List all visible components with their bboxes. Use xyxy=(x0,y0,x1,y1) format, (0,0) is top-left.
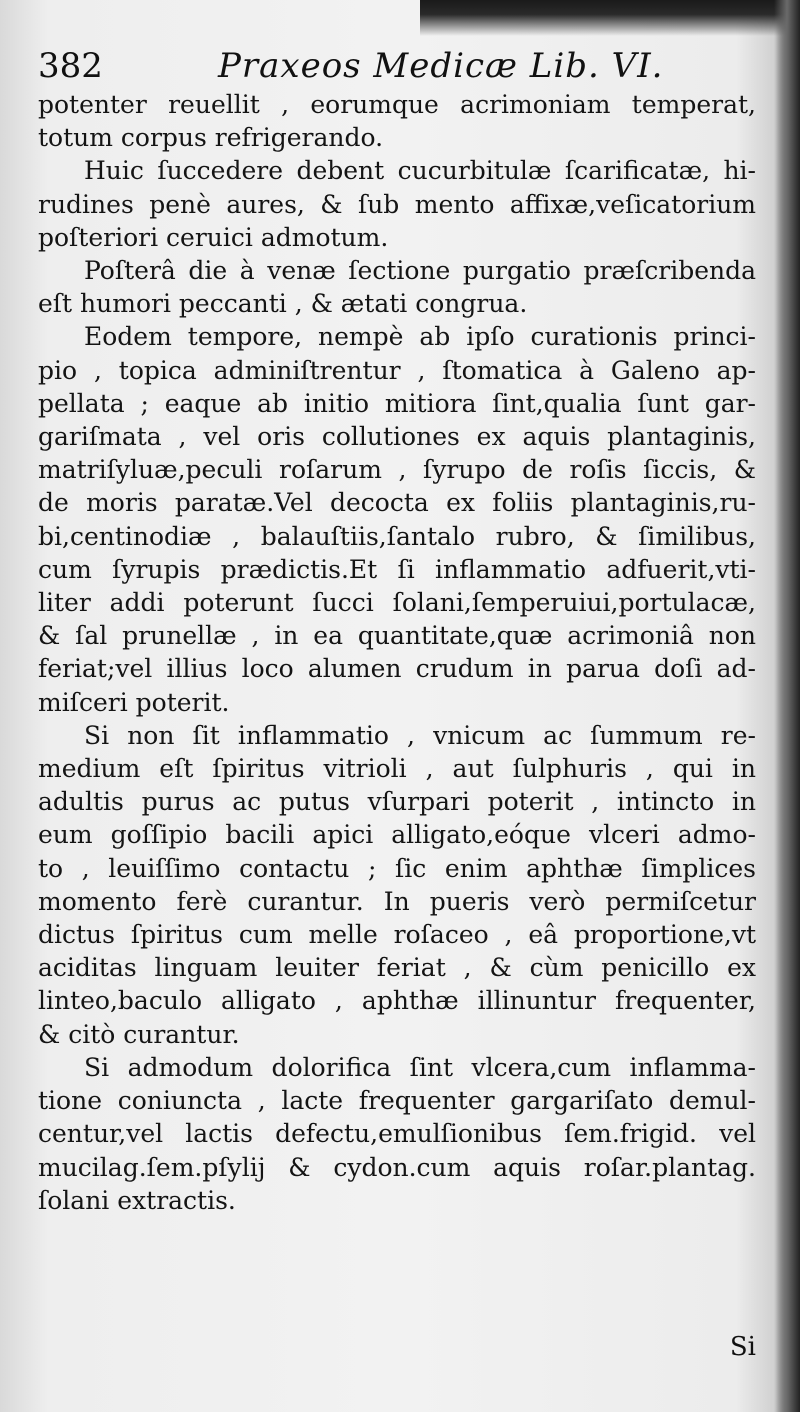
paragraph-start-line: Poſterâ die à venæ ſectione purgatio præſcribenda xyxy=(84,256,756,286)
text-line: totum corpus refrigerando. xyxy=(38,123,384,153)
text-line: de moris paratæ.Vel decocta ex foliis plantaginis,ru- xyxy=(38,488,756,518)
text-line: liter addi poterunt ſucci ſolani,ſemperuiui,portulacæ, xyxy=(38,588,756,618)
text-line: linteo,baculo alligato , aphthæ illinuntur frequenter, xyxy=(38,986,756,1016)
text-line: eum goſſipio bacili apici alligato,eóque vlceri admo- xyxy=(38,820,756,850)
text-line: to , leuiſſimo contactu ; ſic enim aphthæ ſimplices xyxy=(38,853,756,883)
text-line: poſteriori ceruici admotum. xyxy=(38,222,389,252)
paragraph-start-line: Si non ſit inflammatio , vnicum ac ſummum re- xyxy=(84,720,756,750)
text-line: tione coniuncta , lacte frequenter gargariſato demul- xyxy=(38,1086,756,1116)
page-top-shadow xyxy=(420,0,800,36)
text-line: ſolani extractis. xyxy=(38,1185,236,1215)
text-line: mucilag.ſem.pſylij & cydon.cum aquis roſar.plantag. xyxy=(38,1152,756,1182)
text-line: aciditas linguam leuiter feriat , & cùm penicillo ex xyxy=(38,953,756,983)
text-line: bi,centinodiæ , balauſtiis,ſantalo rubro, & ſimilibus, xyxy=(38,521,756,551)
text-line: miſceri poterit. xyxy=(38,687,230,717)
paragraph-start-line: Huic ſuccedere debent cucurbitulæ ſcarificatæ, hi- xyxy=(84,156,756,186)
text-line: pio , topica adminiſtrentur , ſtomatica à Galeno ap- xyxy=(38,355,756,385)
text-line: potenter reuellit , eorumque acrimoniam temperat, xyxy=(38,90,756,119)
text-line: medium eſt ſpiritus vitrioli , aut ſulphuris , qui in xyxy=(38,754,756,784)
page-header xyxy=(38,42,758,92)
text-line: rudines penè aures, & ſub mento affixæ,veſicatorium xyxy=(38,189,756,219)
text-line: momento ferè curantur. In pueris verò permiſcetur xyxy=(38,886,756,916)
body-text xyxy=(38,88,756,1217)
catchword: Si xyxy=(729,1332,756,1362)
text-line: adultis purus ac putus vſurpari poterit , intincto in xyxy=(38,787,756,817)
text-line: gariſmata , vel oris collutiones ex aquis plantaginis, xyxy=(38,422,756,452)
text-line: pellata ; eaque ab initio mitiora ſint,qualia ſunt gar- xyxy=(38,388,756,418)
text-line: & ſal prunellæ , in ea quantitate,quæ acrimoniâ non xyxy=(38,621,756,651)
text-line: eſt humori peccanti , & ætati congrua. xyxy=(38,289,528,319)
text-line: centur,vel lactis defectu,emulſionibus ſem.frigid. vel xyxy=(38,1119,756,1149)
page-gutter-edge xyxy=(774,0,800,1412)
paragraph-start-line: Si admodum dolorifica ſint vlcera,cum inflamma- xyxy=(84,1052,756,1082)
running-title: Praxeos Medicæ Lib. VI. xyxy=(218,46,664,86)
paragraph-start-line: Eodem tempore, nempè ab ipſo curationis princi- xyxy=(84,322,756,352)
page-number: 382 xyxy=(38,46,103,86)
text-line: dictus ſpiritus cum melle roſaceo , eâ proportione,vt xyxy=(38,920,756,950)
text-line: matriſyluæ,peculi roſarum , ſyrupo de roſis ſiccis, & xyxy=(38,455,756,485)
text-line: cum ſyrupis prædictis.Et ſi inflammatio adfuerit,vti- xyxy=(38,554,756,584)
text-line: feriat;vel illius loco alumen crudum in parua doſi ad- xyxy=(38,654,756,684)
text-line: & citò curantur. xyxy=(38,1019,240,1049)
